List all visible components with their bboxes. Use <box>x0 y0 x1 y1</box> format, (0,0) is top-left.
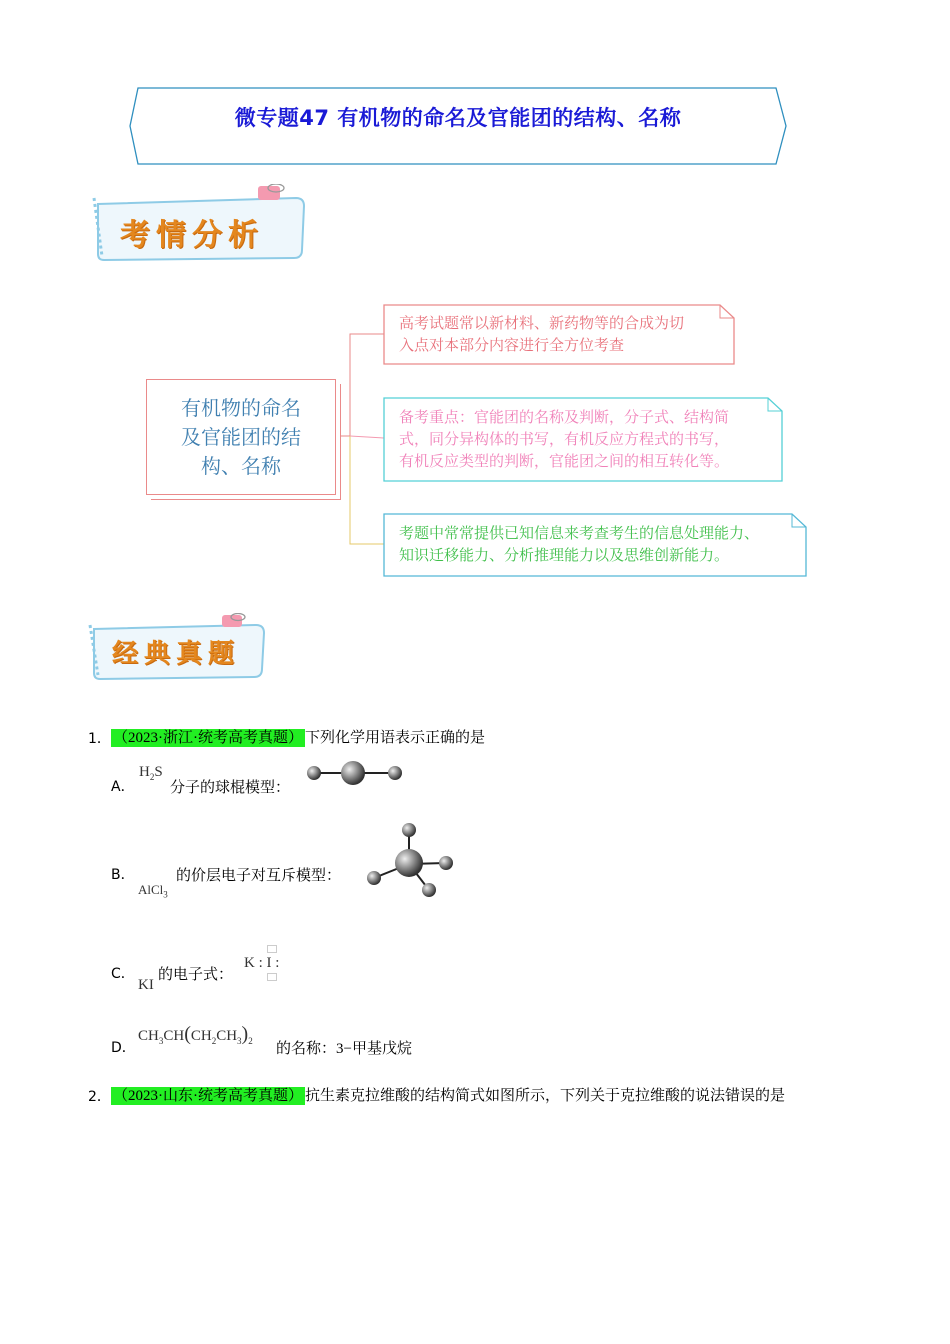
source-tag: （2023·浙江·统考高考真题） <box>113 730 303 746</box>
mindmap-node-3 <box>399 522 759 566</box>
vsepr-model-icon <box>360 820 460 902</box>
mindmap-node-line: 高考试题常以新材料、新药物等的合成为切 <box>399 314 685 332</box>
page-title: 微专题47 有机物的命名及官能团的结构、名称 <box>234 106 682 130</box>
mindmap-node-line: 入点对本部分内容进行全方位考查 <box>399 336 625 354</box>
mindmap-root <box>146 379 336 495</box>
mindmap-node-line: 备考重点：官能团的名称及判断，分子式、结构简 <box>399 408 730 426</box>
option-letter: A． <box>111 779 135 795</box>
mindmap-root-text <box>157 394 325 481</box>
option-b-text: 的价层电子对互斥模型： <box>176 868 342 884</box>
option-d-text: 的名称：3−甲基戊烷 <box>276 1041 412 1057</box>
formula-d: $CH_3CH(CH_2CH_3)_2$ <box>138 1023 253 1046</box>
mindmap-root-line: 有机物的命名 <box>181 396 301 420</box>
electron-dots-icon <box>267 973 277 981</box>
section-badge-classic <box>86 613 270 683</box>
source-tag: （2023·山东·统考高考真题） <box>113 1088 303 1104</box>
question-1-stem <box>111 726 485 747</box>
formula-h2s: $H_2S$ <box>139 764 163 782</box>
question-2-stem <box>111 1084 785 1105</box>
mindmap-node-line: 知识迁移能力、分析推理能力以及思维创新能力。 <box>399 546 730 564</box>
mindmap-node-2 <box>399 406 729 472</box>
section-title-classic: 经典真题 <box>112 639 241 669</box>
mindmap-node-1 <box>399 312 684 356</box>
mindmap-root-line: 及官能团的结 <box>181 425 301 449</box>
formula-alcl3: AlCl$_3$ <box>138 882 168 900</box>
formula-ki: KI <box>138 977 154 993</box>
option-letter: D． <box>111 1040 136 1056</box>
option-a-text: 分子的球棍模型： <box>170 780 291 796</box>
option-letter: B． <box>111 867 135 883</box>
question-text: 抗生素克拉维酸的结构简式如图所示，下列关于克拉维酸的说法错误的是 <box>305 1088 786 1104</box>
question-text: 下列化学用语表示正确的是 <box>305 730 486 746</box>
mindmap-node-line: 有机反应类型的判断，官能团之间的相互转化等。 <box>399 452 730 470</box>
question-number: 2． <box>88 1089 111 1105</box>
section-title-analysis: 考情分析 <box>120 218 264 253</box>
mindmap-node-line: 式，同分异构体的书写，有机反应方程式的书写， <box>399 430 730 448</box>
electron-formula: K : I : <box>244 955 280 971</box>
option-c-text: 的电子式： <box>158 967 234 983</box>
mindmap-node-line: 考题中常常提供已知信息来考查考生的信息处理能力、 <box>399 524 760 542</box>
ball-stick-model-icon <box>302 758 408 788</box>
electron-dots-icon <box>267 945 277 953</box>
mindmap-root-line: 构、名称 <box>201 454 281 478</box>
option-letter: C． <box>111 966 135 982</box>
question-number: 1． <box>88 731 111 747</box>
